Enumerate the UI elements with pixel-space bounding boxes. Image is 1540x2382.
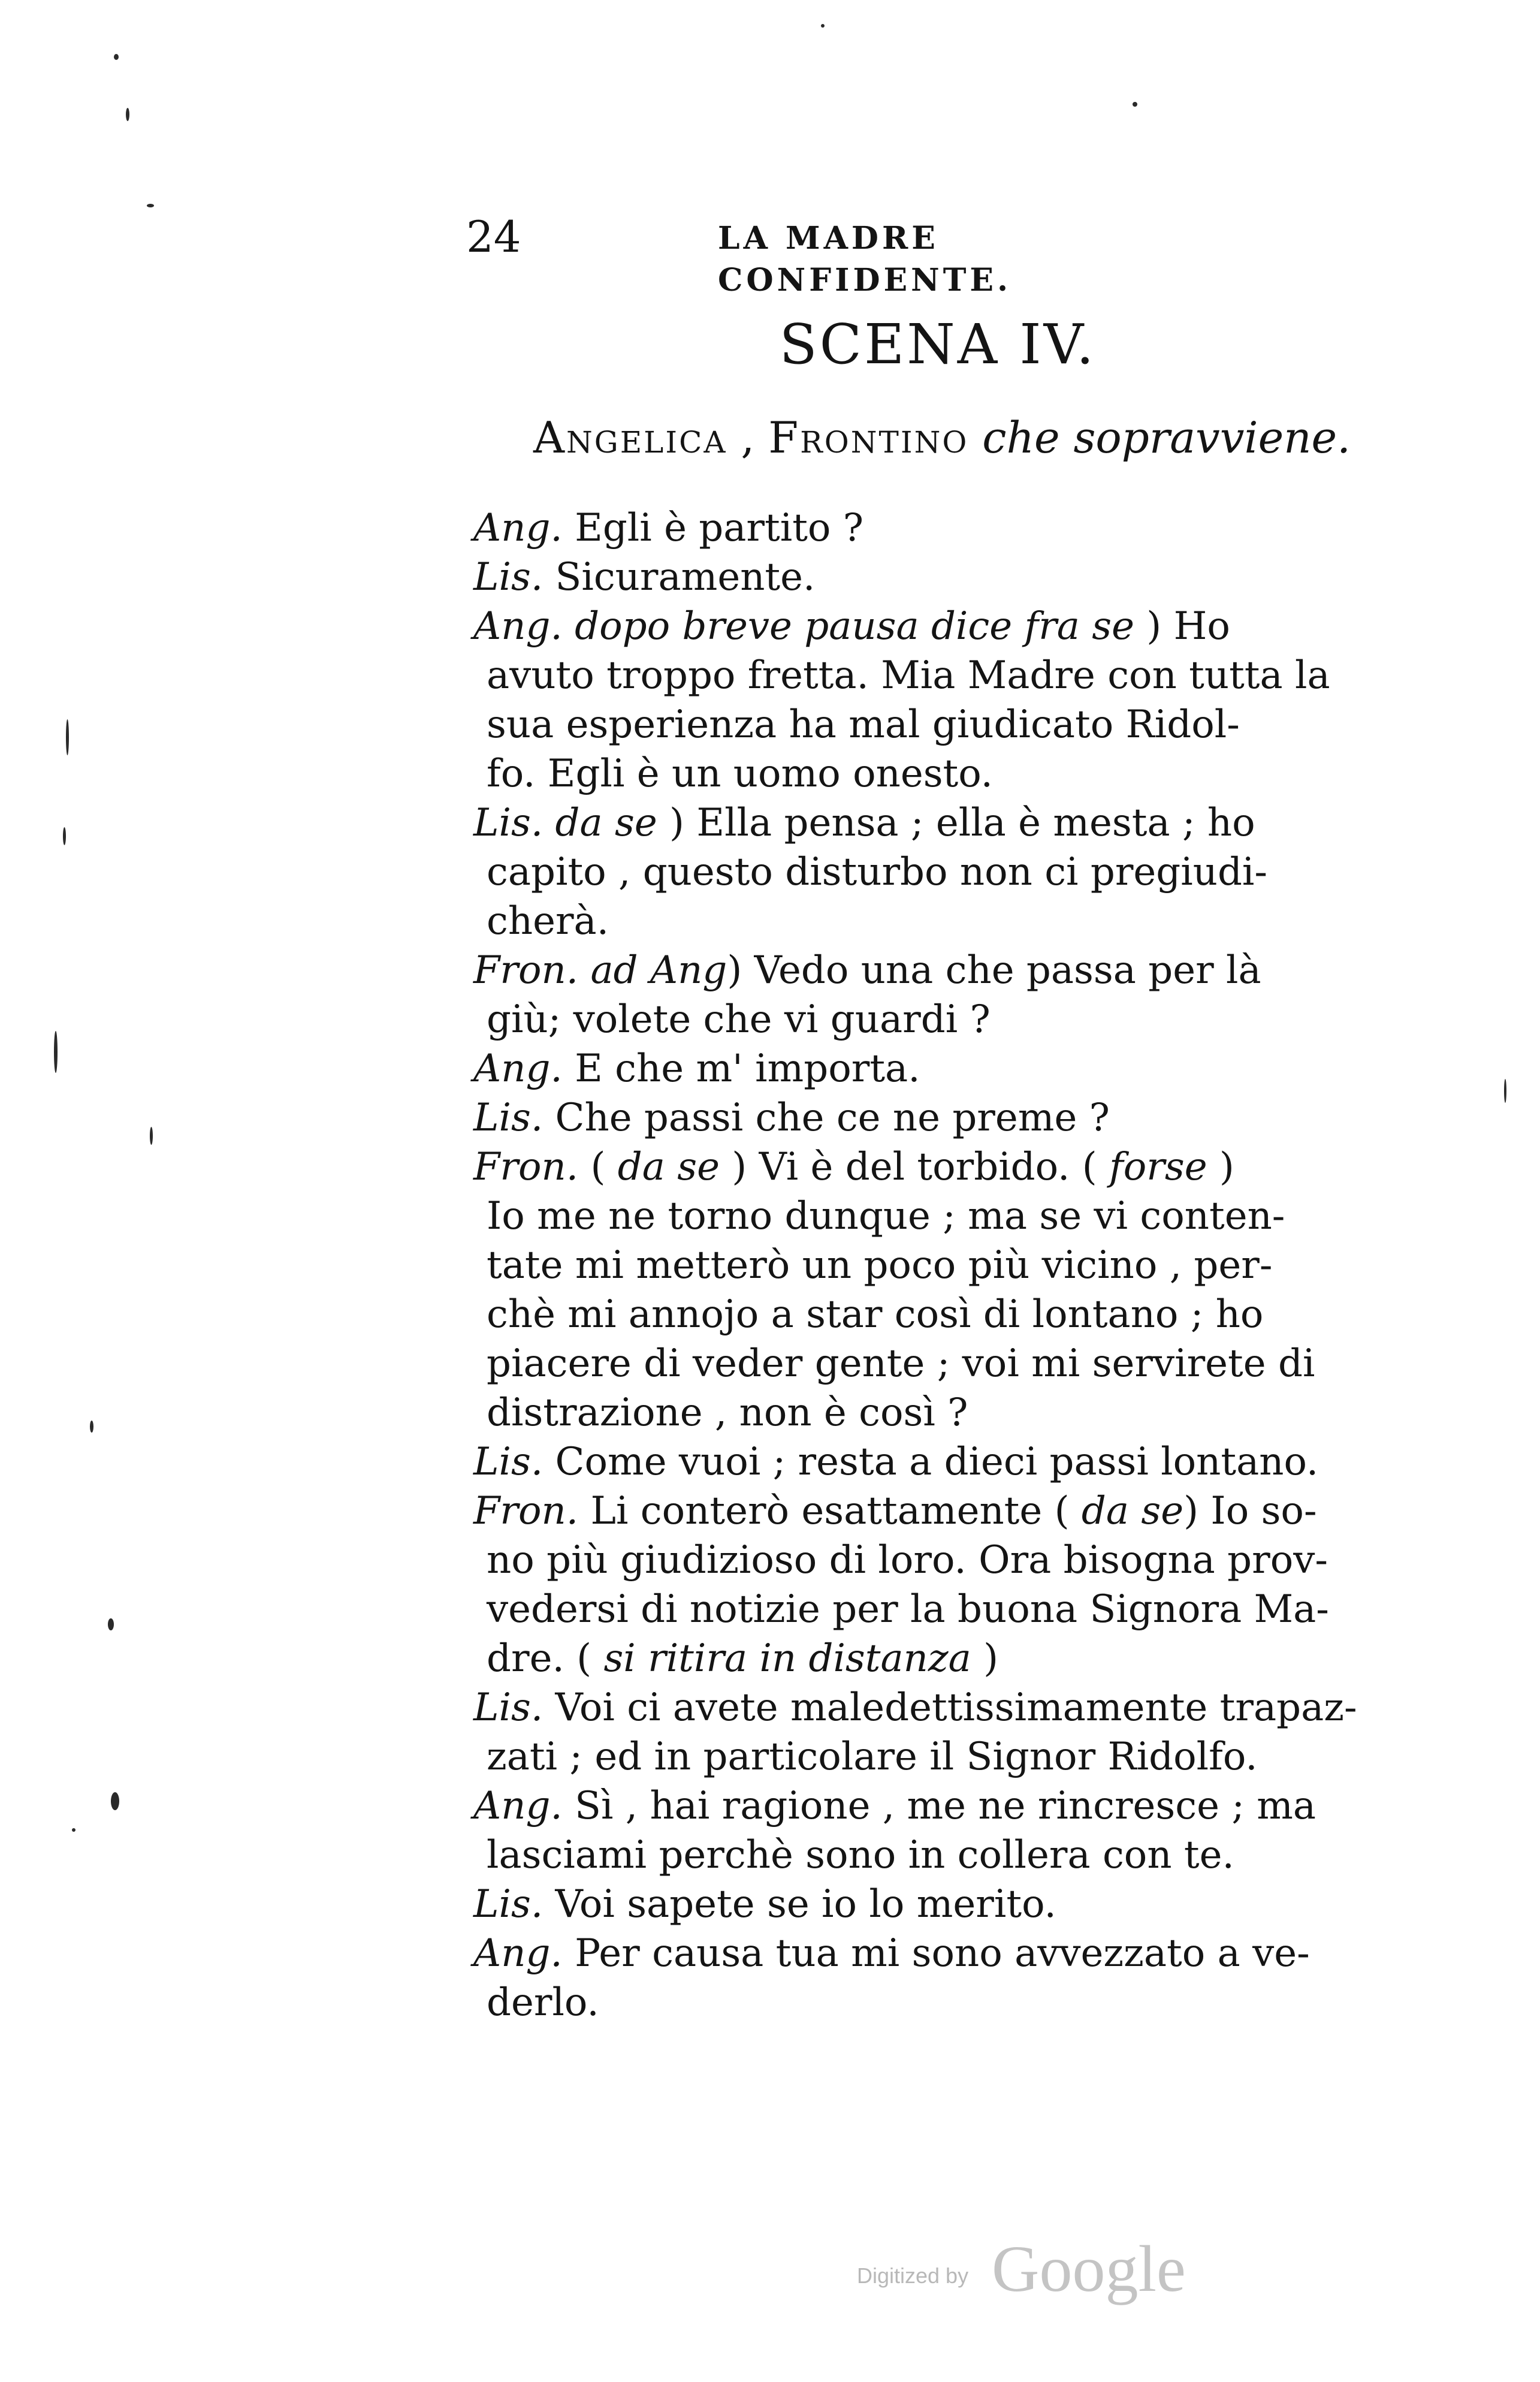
line-text: capito , questo disturbo non ci pregiudi- bbox=[487, 850, 1267, 894]
google-logo: Google bbox=[992, 2232, 1186, 2305]
speech-line bbox=[473, 1781, 1432, 1831]
speaker-name: Lis. bbox=[473, 801, 543, 845]
scene-title: SCENA IV. bbox=[779, 312, 1097, 376]
line-text: no più giudizioso di loro. Ora bisogna prov- bbox=[487, 1538, 1328, 1582]
dialogue-text bbox=[473, 503, 1432, 2027]
line-text: Sì , hai ragione , me ne rincresce ; ma bbox=[562, 1784, 1316, 1828]
line-text: Che passi che ce ne preme ? bbox=[543, 1096, 1110, 1140]
speaker-name: Lis. bbox=[473, 1440, 543, 1484]
stage-direction: si ritira in distanza bbox=[603, 1636, 971, 1681]
speaker-name: Fron. bbox=[473, 1489, 579, 1533]
cast-note: che sopravviene. bbox=[968, 412, 1351, 463]
line-text: vedersi di notizie per la buona Signora Ma- bbox=[487, 1587, 1329, 1632]
speech-line bbox=[473, 553, 1432, 602]
speech-line bbox=[473, 1929, 1432, 1978]
line-text: Egli è partito ? bbox=[562, 506, 864, 550]
line-text: ) bbox=[1207, 1145, 1234, 1189]
line-text: avuto troppo fretta. Mia Madre con tutta la bbox=[487, 653, 1330, 698]
speaker-name: Fron. bbox=[473, 948, 579, 993]
line-text: Come vuoi ; resta a dieci passi lontano. bbox=[543, 1440, 1319, 1484]
line-text: cherà. bbox=[487, 899, 609, 943]
line-text: lasciami perchè sono in collera con te. bbox=[487, 1833, 1234, 1877]
speech-continuation bbox=[473, 1339, 1432, 1388]
speech-continuation bbox=[473, 651, 1432, 700]
speech-line bbox=[473, 602, 1432, 651]
line-text: zati ; ed in particolare il Signor Ridolfo. bbox=[487, 1735, 1258, 1779]
line-text: fo. Egli è un uomo onesto. bbox=[487, 752, 993, 796]
speech-continuation bbox=[473, 1831, 1432, 1880]
line-text: derlo. bbox=[487, 1980, 599, 2025]
speech-line bbox=[473, 1683, 1432, 1732]
running-title: LA MADRE CONFIDENTE. bbox=[718, 220, 1012, 298]
speech-continuation bbox=[473, 749, 1432, 798]
line-text: ) Io so- bbox=[1183, 1489, 1317, 1533]
speech-line bbox=[473, 1487, 1432, 1536]
speech-line bbox=[473, 1142, 1432, 1192]
digitized-by-text: Digitized by bbox=[857, 2263, 969, 2288]
line-text: chè mi annojo a star così di lontano ; ho bbox=[487, 1292, 1264, 1337]
line-text: ) Vi è del torbido. ( bbox=[719, 1145, 1110, 1189]
speech-line bbox=[473, 1880, 1432, 1929]
speech-continuation bbox=[473, 995, 1432, 1044]
speech-continuation bbox=[473, 1192, 1432, 1241]
speaker-name: Ang. bbox=[473, 604, 563, 649]
speaker-name: Lis. bbox=[473, 1686, 543, 1730]
line-text: ( bbox=[578, 1145, 618, 1189]
speech-continuation bbox=[473, 848, 1432, 897]
cast-separator: , bbox=[727, 412, 769, 463]
line-text: Sicuramente. bbox=[543, 555, 816, 599]
speaker-name: Ang. bbox=[473, 1047, 563, 1091]
cast-name-frontino: Frontino bbox=[768, 412, 969, 463]
line-text: giù; volete che vi guardi ? bbox=[487, 997, 991, 1042]
speaker-name: Lis. bbox=[473, 1882, 543, 1926]
speech-continuation bbox=[473, 1978, 1432, 2027]
speech-continuation bbox=[473, 1388, 1432, 1437]
line-text: E che m' importa. bbox=[562, 1047, 920, 1091]
line-text: Li conterò esattamente ( bbox=[578, 1489, 1082, 1533]
speaker-name: Ang. bbox=[473, 1784, 563, 1828]
stage-direction: dopo breve pausa dice fra se bbox=[562, 604, 1134, 649]
line-text: Io me ne torno dunque ; ma se vi conten- bbox=[487, 1194, 1285, 1238]
line-text: dre. ( bbox=[487, 1636, 604, 1681]
speech-continuation bbox=[473, 1585, 1432, 1634]
speech-continuation bbox=[473, 897, 1432, 946]
scene-cast bbox=[533, 408, 1351, 468]
line-text: distrazione , non è così ? bbox=[487, 1391, 968, 1435]
stage-direction: da se bbox=[1081, 1489, 1184, 1533]
speech-line bbox=[473, 503, 1432, 553]
page-number: 24 bbox=[466, 212, 521, 262]
speech-continuation bbox=[473, 1634, 1432, 1683]
stage-direction: da se bbox=[617, 1145, 720, 1189]
speech-line bbox=[473, 946, 1432, 995]
line-text: Per causa tua mi sono avvezzato a ve- bbox=[562, 1931, 1310, 1976]
stage-direction: ad Ang bbox=[578, 948, 727, 993]
speech-continuation bbox=[473, 700, 1432, 749]
speech-line bbox=[473, 798, 1432, 848]
line-text: ) bbox=[971, 1636, 999, 1681]
speech-line bbox=[473, 1437, 1432, 1487]
line-text: Voi ci avete maledettissimamente trapaz- bbox=[543, 1686, 1357, 1730]
speech-line bbox=[473, 1044, 1432, 1093]
speaker-name: Lis. bbox=[473, 1096, 543, 1140]
speech-continuation bbox=[473, 1290, 1432, 1339]
speech-line bbox=[473, 1093, 1432, 1142]
line-text: sua esperienza ha mal giudicato Ridol- bbox=[487, 702, 1240, 747]
line-text: ) Vedo una che passa per là bbox=[727, 948, 1261, 993]
line-text: tate mi metterò un poco più vicino , per- bbox=[487, 1243, 1273, 1288]
speaker-name: Fron. bbox=[473, 1145, 579, 1189]
cast-name-angelica: Angelica bbox=[533, 412, 727, 463]
line-text: piacere di veder gente ; voi mi servirete di bbox=[487, 1341, 1315, 1386]
stage-direction: da se bbox=[543, 801, 657, 845]
line-text: ) Ho bbox=[1134, 604, 1230, 649]
running-header bbox=[466, 212, 1245, 298]
speaker-name: Lis. bbox=[473, 555, 543, 599]
stage-direction: forse bbox=[1109, 1145, 1207, 1189]
speaker-name: Ang. bbox=[473, 506, 563, 550]
speech-continuation bbox=[473, 1536, 1432, 1585]
line-text: Voi sapete se io lo merito. bbox=[543, 1882, 1056, 1926]
speaker-name: Ang. bbox=[473, 1931, 563, 1976]
line-text: ) Ella pensa ; ella è mesta ; ho bbox=[657, 801, 1255, 845]
digitized-watermark bbox=[857, 2230, 1276, 2314]
speech-continuation bbox=[473, 1732, 1432, 1781]
speech-continuation bbox=[473, 1241, 1432, 1290]
